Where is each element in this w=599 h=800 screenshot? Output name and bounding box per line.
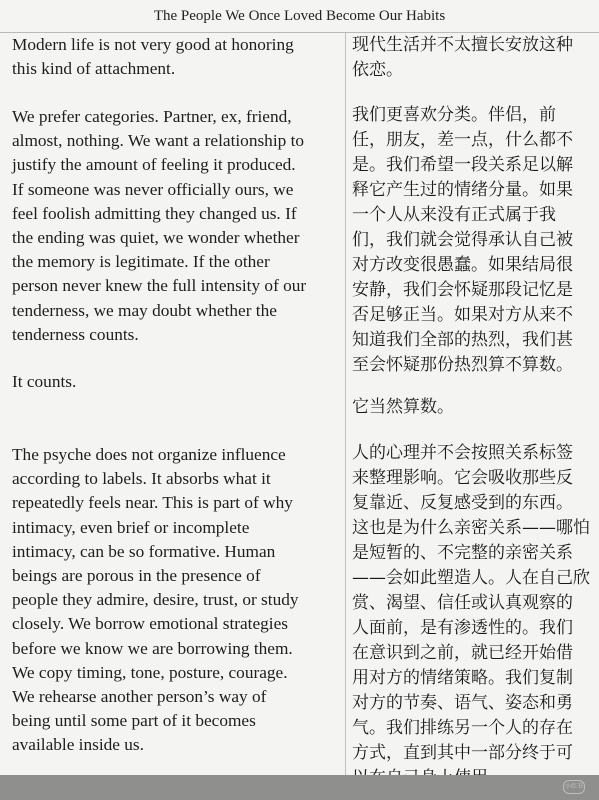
english-paragraph-3 xyxy=(12,370,342,394)
text-line: 人的心理并不会按照关系标签 xyxy=(352,443,573,463)
english-paragraph-4 xyxy=(12,443,342,758)
text-line: 赏、渴望、信任或认真观察的 xyxy=(352,593,573,613)
text-line: 我们更喜欢分类。伴侣，前 xyxy=(352,105,556,125)
chinese-paragraph-1 xyxy=(352,33,597,83)
text-line: 用对方的情绪策略。我们复制 xyxy=(352,668,573,688)
text-line: Modern life is not very good at honoring xyxy=(12,35,294,54)
chinese-paragraph-4 xyxy=(352,441,597,791)
text-line: 它当然算数。 xyxy=(352,397,454,417)
watermark-logo: 小红书 xyxy=(563,780,585,794)
english-paragraph-2 xyxy=(12,105,342,347)
text-line: 是。我们希望一段关系足以解 xyxy=(352,155,573,175)
bottom-bar xyxy=(0,775,599,800)
text-line: We prefer categories. Partner, ex, friend, xyxy=(12,107,292,126)
text-line: the memory is legitimate. If the other xyxy=(12,252,270,272)
text-line: 在意识到之前，就已经开始借 xyxy=(352,643,573,663)
text-line: 气。我们排练另一个人的存在 xyxy=(352,718,573,738)
text-line: 知道我们全部的热烈，我们甚 xyxy=(352,330,573,350)
page-header-title: The People We Once Loved Become Our Habits xyxy=(153,8,446,24)
text-line: 来整理影响。它会吸收那些反 xyxy=(352,468,573,488)
text-line: feel foolish admitting they changed us. If xyxy=(12,203,297,223)
text-line: We copy timing, tone, posture, courage. xyxy=(12,662,288,682)
text-line: tenderness, we may doubt whether the xyxy=(12,300,277,320)
text-line: justify the amount of feeling it produced. xyxy=(12,155,296,175)
text-line: 这也是为什么亲密关系——哪怕 xyxy=(352,518,590,538)
text-line: 释它产生过的情绪分量。如果 xyxy=(352,180,573,200)
chinese-paragraph-3 xyxy=(352,395,597,420)
text-line: 们，我们就会觉得承认自己被 xyxy=(352,230,573,250)
text-line: closely. We borrow emotional strategies xyxy=(12,614,288,634)
text-line: before we know we are borrowing them. xyxy=(12,638,293,658)
text-line: beings are porous in the presence of xyxy=(12,566,261,586)
text-line: 方式，直到其中一部分终于可 xyxy=(352,743,573,763)
text-line: 依恋。 xyxy=(352,60,403,80)
text-line: person never knew the full intensity of our xyxy=(12,276,307,296)
text-line: 现代生活并不太擅长安放这种 xyxy=(352,35,573,55)
text-line: intimacy, can be so formative. Human xyxy=(12,541,276,561)
text-line: intimacy, even brief or incomplete xyxy=(12,517,250,537)
text-line: tenderness counts. xyxy=(12,324,139,344)
text-line: repeatedly feels near. This is part of why xyxy=(12,493,293,513)
text-line: people they admire, desire, trust, or study xyxy=(12,590,299,610)
text-line: available inside us. xyxy=(12,735,144,755)
text-line: ——会如此塑造人。人在自己欣 xyxy=(352,568,590,588)
text-line: 至会怀疑那份热烈算不算数。 xyxy=(352,355,573,375)
text-line: 对方改变很愚蠢。如果结局很 xyxy=(352,255,573,275)
text-line: The psyche does not organize influence xyxy=(12,445,286,464)
text-line: 人面前，是有渗透性的。我们 xyxy=(352,618,573,638)
text-line: 是短暂的、不完整的亲密关系 xyxy=(352,543,573,563)
text-line: 复靠近、反复感受到的东西。 xyxy=(352,493,573,513)
text-line: We rehearse another person’s way of xyxy=(12,687,267,707)
text-line: the ending was quiet, we wonder whether xyxy=(12,228,300,248)
text-line: this kind of attachment. xyxy=(12,59,176,79)
text-line: 否足够正当。如果对方从来不 xyxy=(352,305,573,325)
text-line: If someone was never officially ours, we xyxy=(12,179,294,199)
text-line: It counts. xyxy=(12,372,77,391)
text-line: according to labels. It absorbs what it xyxy=(12,469,271,489)
text-line: 一个人从来没有正式属于我 xyxy=(352,205,556,225)
column-divider xyxy=(345,33,346,775)
text-line: almost, nothing. We want a relationship to xyxy=(12,131,305,151)
chinese-paragraph-2 xyxy=(352,103,597,378)
text-line: being until some part of it becomes xyxy=(12,711,256,731)
text-line: 任，朋友，差一点，什么都不 xyxy=(352,130,573,150)
text-line: 对方的节奏、语气、姿态和勇 xyxy=(352,693,573,713)
text-line: 安静，我们会怀疑那段记忆是 xyxy=(352,280,573,300)
english-paragraph-1 xyxy=(12,33,342,81)
